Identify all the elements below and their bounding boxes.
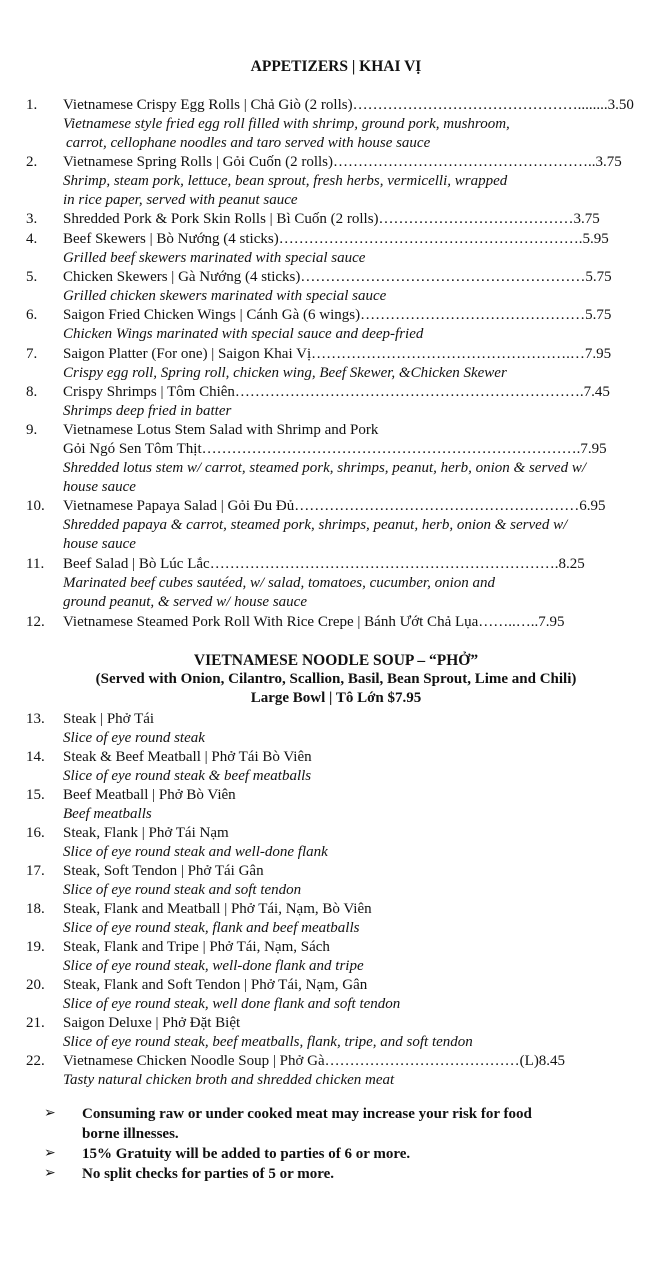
pho-served-with: (Served with Onion, Cilantro, Scallion, Basil, Bean Sprout, Lime and Chili) [95,671,577,687]
item-line: Beef Skewers | Bò Nướng (4 sticks)…………………………………………………….5.95 [63,231,609,247]
note-split-checks: No split checks for parties of 5 or more. [82,1166,335,1182]
item-number: 13. [26,711,45,727]
item-line: Chicken Skewers | Gà Nướng (4 sticks)…………………………………………………5.75 [63,269,612,285]
item-description: house sauce [63,479,136,495]
item-number: 5. [26,269,38,285]
item-line: Vietnamese Crispy Egg Rolls | Chả Giò (2 rolls)………………………………………........3.50 [63,97,634,113]
item-number: 15. [26,787,45,803]
item-description: Slice of eye round steak, beef meatballs, flank, tripe, and soft tendon [63,1034,473,1050]
item-line: Beef Meatball | Phở Bò Viên [63,787,236,803]
item-description: Grilled chicken skewers marinated with special sauce [63,288,387,304]
item-line: Steak, Flank and Soft Tendon | Phở Tái, Nạm, Gân [63,977,368,993]
item-description: Slice of eye round steak, flank and beef meatballs [63,920,360,936]
item-number: 17. [26,863,45,879]
arrow-bullet-icon: ➢ [44,1106,56,1121]
item-description: house sauce [63,536,136,552]
item-description: Slice of eye round steak [63,730,205,746]
item-line: Steak, Flank and Tripe | Phở Tái, Nạm, Sách [63,939,330,955]
item-number: 11. [26,556,45,572]
item-description: Marinated beef cubes sautéed, w/ salad, tomatoes, cucumber, onion and [63,575,496,591]
item-description: in rice paper, served with peanut sauce [63,192,298,208]
item-line-vietnamese: Gỏi Ngó Sen Tôm Thịt………………………………………………………………….7.95 [63,441,607,457]
item-description: Tasty natural chicken broth and shredded chicken meat [63,1072,395,1088]
item-description: Crispy egg roll, Spring roll, chicken wing, Beef Skewer, &Chicken Skewer [63,365,507,381]
item-line: Steak, Soft Tendon | Phở Tái Gân [63,863,264,879]
item-number: 7. [26,346,38,362]
item-number: 6. [26,307,38,323]
item-description: Shrimp, steam pork, lettuce, bean sprout, fresh herbs, vermicelli, wrapped [63,173,508,189]
item-description: Slice of eye round steak and well-done flank [63,844,328,860]
item-description: Slice of eye round steak, well done flank and soft tendon [63,996,401,1012]
pho-title: VIETNAMESE NOODLE SOUP – “PHỞ” [193,652,479,669]
item-number: 18. [26,901,45,917]
appetizers-title: APPETIZERS | KHAI VỊ [250,58,422,75]
item-number: 4. [26,231,38,247]
note-raw-meat: Consuming raw or under cooked meat may increase your risk for food [82,1106,532,1122]
note-gratuity: 15% Gratuity will be added to parties of 6 or more. [82,1146,411,1162]
item-number: 3. [26,211,38,227]
item-number: 14. [26,749,45,765]
item-description: Grilled beef skewers marinated with special sauce [63,250,366,266]
item-line: Saigon Fried Chicken Wings | Cánh Gà (6 wings)………………………………………5.75 [63,307,612,323]
item-number: 21. [26,1015,45,1031]
item-description: Shrimps deep fried in batter [63,403,232,419]
item-description: Shredded lotus stem w/ carrot, steamed pork, shrimps, peanut, herb, onion & served w/ [63,460,587,476]
item-number: 8. [26,384,38,400]
item-line: Vietnamese Steamed Pork Roll With Rice Crepe | Bánh Ướt Chả Lụa……..…..7.95 [63,614,565,630]
item-line: Vietnamese Spring Rolls | Gỏi Cuốn (2 rolls)……………………………………………..3.75 [63,154,622,170]
item-description: Chicken Wings marinated with special sauce and deep-fried [63,326,424,342]
item-line: Steak | Phở Tái [63,711,155,727]
item-line: Steak, Flank | Phở Tái Nạm [63,825,229,841]
item-number: 19. [26,939,45,955]
item-number: 1. [26,97,38,113]
item-description: Slice of eye round steak and soft tendon [63,882,302,898]
item-line: Shredded Pork & Pork Skin Rolls | Bì Cuốn (2 rolls)…………………………………3.75 [63,211,600,227]
item-number: 22. [26,1053,45,1069]
arrow-bullet-icon: ➢ [44,1146,56,1161]
item-line: Beef Salad | Bò Lúc Lắc…………………………………………………………….8.25 [63,556,585,572]
item-description: ground peanut, & served w/ house sauce [63,594,307,610]
item-description: Slice of eye round steak & beef meatballs [63,768,312,784]
item-number: 10. [26,498,45,514]
item-description: Shredded papaya & carrot, steamed pork, shrimps, peanut, herb, onion & served w/ [63,517,568,533]
item-line: Steak & Beef Meatball | Phở Tái Bò Viên [63,749,312,765]
item-line: Saigon Deluxe | Phở Đặt Biệt [63,1015,241,1031]
arrow-bullet-icon: ➢ [44,1166,56,1181]
item-line: Vietnamese Lotus Stem Salad with Shrimp and Pork [63,422,379,438]
item-line: Saigon Platter (For one) | Saigon Khai Vị…………………………………………….…7.95 [63,346,612,362]
item-line: Steak, Flank and Meatball | Phở Tái, Nạm, Bò Viên [63,901,372,917]
pho-bowl-price: Large Bowl | Tô Lớn $7.95 [250,690,422,706]
item-description: Beef meatballs [63,806,152,822]
item-number: 9. [26,422,38,438]
item-description: Vietnamese style fried egg roll filled with shrimp, ground pork, mushroom, [63,116,510,132]
item-line: Crispy Shrimps | Tôm Chiên…………………………………………………………….7.45 [63,384,610,400]
note-raw-meat-cont: borne illnesses. [82,1126,179,1142]
item-line: Vietnamese Chicken Noodle Soup | Phở Gà…………………………………(L)8.45 [63,1053,566,1069]
item-number: 20. [26,977,45,993]
item-number: 2. [26,154,38,170]
item-line: Vietnamese Papaya Salad | Gỏi Đu Đủ…………………………………………………6.95 [63,498,606,514]
item-number: 12. [26,614,45,630]
item-description: Slice of eye round steak, well-done flank and tripe [63,958,364,974]
item-description: carrot, cellophane noodles and taro served with house sauce [66,135,431,151]
item-number: 16. [26,825,45,841]
